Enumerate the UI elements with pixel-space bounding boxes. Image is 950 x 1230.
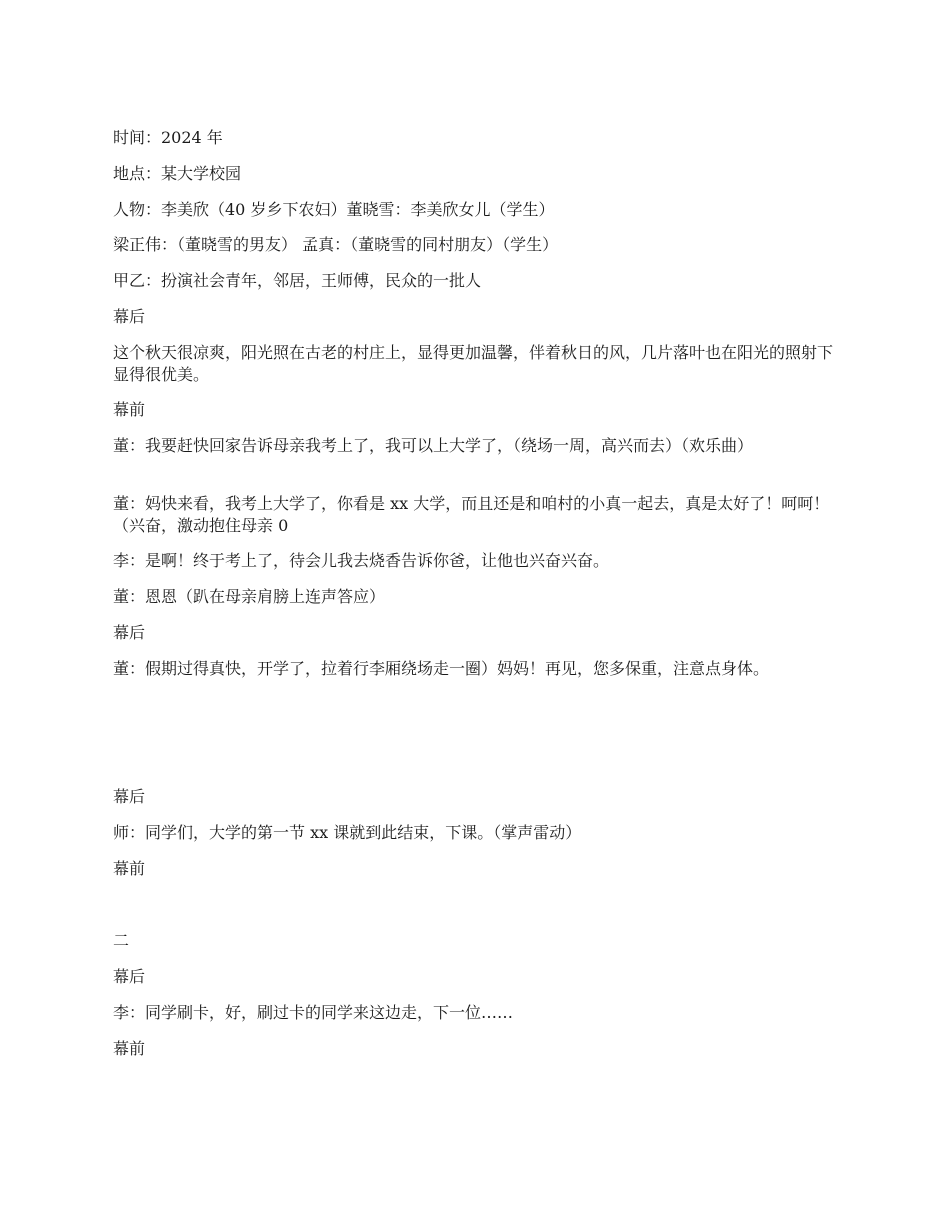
extras-line: 甲乙：扮演社会青年，邻居，王师傅，民众的一批人	[113, 271, 482, 290]
stage-direction: 幕后	[113, 787, 146, 806]
dialogue-line: 董：假期过得真快，开学了，拉着行李厢绕场走一圈）妈妈！再见，您多保重，注意点身体。	[113, 659, 770, 678]
characters-line: 人物：李美欣（40 岁乡下农妇）董晓雪：李美欣女儿（学生）	[113, 200, 555, 219]
dialogue-line: 李：是啊！终于考上了，待会儿我去烧香告诉你爸，让他也兴奋兴奋。	[113, 551, 610, 570]
location-line: 地点：某大学校园	[113, 164, 242, 183]
stage-direction: 幕前	[113, 1039, 146, 1058]
dialogue-line: 李：同学刷卡，好，刷过卡的同学来这边走，下一位……	[113, 1003, 514, 1022]
narration-paragraph: 这个秋天很凉爽，阳光照在古老的村庄上，显得更加温馨，伴着秋日的风，几片落叶也在阳光的照射下显得很优美。	[113, 343, 834, 384]
stage-direction: 幕前	[113, 400, 146, 419]
dialogue-line: 董：恩恩（趴在母亲肩膀上连声答应）	[113, 587, 386, 606]
characters-line-2: 梁正伟：（董晓雪的男友） 孟真：（董晓雪的同村朋友）（学生）	[113, 235, 559, 254]
stage-direction: 幕后	[113, 623, 146, 642]
dialogue-line: 董：我要赶快回家告诉母亲我考上了，我可以上大学了，（绕场一周，高兴而去）（欢乐曲）	[113, 436, 754, 455]
time-line: 时间：2024 年	[113, 128, 223, 147]
dialogue-line: 师：同学们，大学的第一节 xx 课就到此结束，下课。（掌声雷动）	[113, 823, 582, 842]
stage-direction: 幕前	[113, 859, 146, 878]
stage-direction: 幕后	[113, 307, 146, 326]
dialogue-line: 董：妈快来看，我考上大学了，你看是 xx 大学，而且还是和咱村的小真一起去，真是太好了！呵呵！（兴奋，激动抱住母亲 0	[113, 494, 830, 535]
section-heading: 二	[113, 931, 130, 950]
stage-direction: 幕后	[113, 967, 146, 986]
